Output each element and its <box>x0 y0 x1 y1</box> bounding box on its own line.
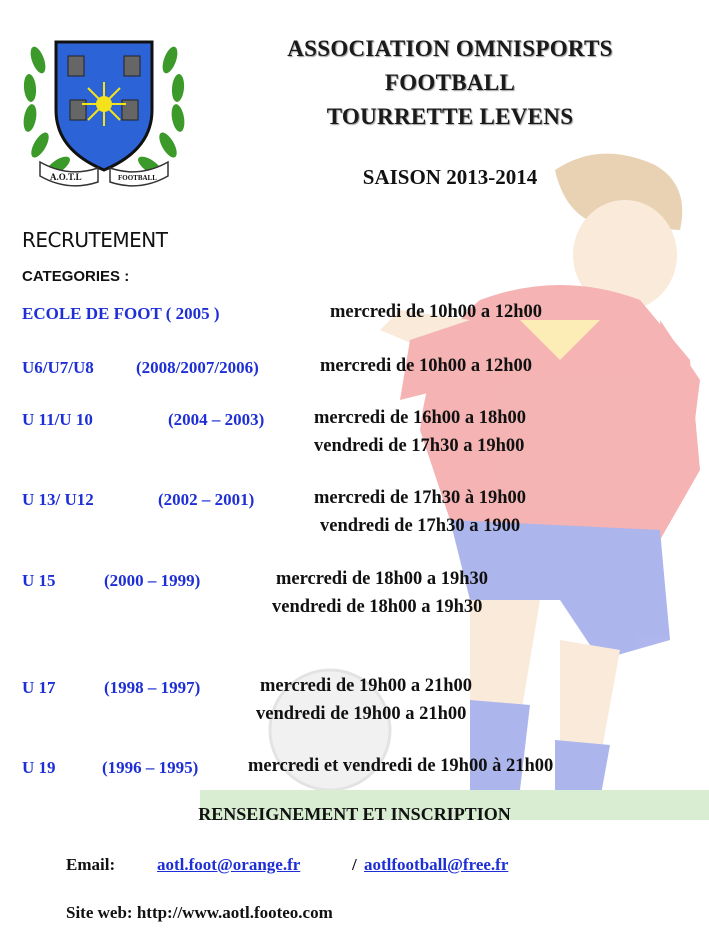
website-line: Site web: http://www.aotl.footeo.com <box>66 903 333 922</box>
ribbon-left-text: A.O.T.L <box>50 172 82 182</box>
row-schedule: vendredi de 17h30 a 1900 <box>320 516 521 536</box>
recruitment-title: RECRUTEMENT <box>22 228 168 252</box>
season-label: SAISON 2013-2014 <box>362 165 538 189</box>
row-schedule: mercredi de 10h00 a 12h00 <box>320 356 533 376</box>
email-link-free[interactable]: aotlfootball@free.fr <box>364 855 509 874</box>
row-schedule: mercredi de 18h00 a 19h30 <box>276 569 489 589</box>
row-schedule: vendredi de 19h00 a 21h00 <box>256 704 467 724</box>
row-schedule: vendredi de 17h30 a 19h00 <box>314 436 525 456</box>
ribbon-right-text: FOOTBALL <box>118 174 157 182</box>
row-years: (2000 – 1999) <box>104 571 201 590</box>
row-schedule: mercredi de 19h00 a 21h00 <box>260 676 473 696</box>
row-years: (1996 – 1995) <box>102 758 199 777</box>
row-schedule: mercredi et vendredi de 19h00 à 21h00 <box>248 756 554 776</box>
row-category: U 15 <box>22 571 56 590</box>
row-schedule: mercredi de 10h00 a 12h00 <box>330 302 543 322</box>
email-label: Email: <box>66 855 116 874</box>
header-title-line1: ASSOCIATION OMNISPORTS <box>287 36 613 61</box>
row-category: U 19 <box>22 758 56 777</box>
row-schedule: mercredi de 17h30 à 19h00 <box>314 488 527 508</box>
header-title-line2: FOOTBALL <box>384 70 516 95</box>
contact-heading: RENSEIGNEMENT ET INSCRIPTION <box>198 804 511 824</box>
email-separator: / <box>352 855 357 874</box>
row-category: U 17 <box>22 678 56 697</box>
row-schedule: mercredi de 16h00 a 18h00 <box>314 408 527 428</box>
row-category: U 13/ U12 <box>22 490 94 509</box>
row-years: (2002 – 2001) <box>158 490 255 509</box>
row-years: (2008/2007/2006) <box>136 358 259 377</box>
email-link-orange[interactable]: aotl.foot@orange.fr <box>157 855 301 874</box>
row-schedule: vendredi de 18h00 a 19h30 <box>272 597 483 617</box>
row-category: ECOLE DE FOOT ( 2005 ) <box>22 304 220 323</box>
row-years: (2004 – 2003) <box>168 410 265 429</box>
row-years: (1998 – 1997) <box>104 678 201 697</box>
row-category: U6/U7/U8 <box>22 358 94 377</box>
row-category: U 11/U 10 <box>22 410 93 429</box>
categories-label: CATEGORIES : <box>22 268 130 285</box>
club-crest-logo <box>18 30 190 192</box>
header-title-line3: TOURRETTE LEVENS <box>326 104 574 129</box>
